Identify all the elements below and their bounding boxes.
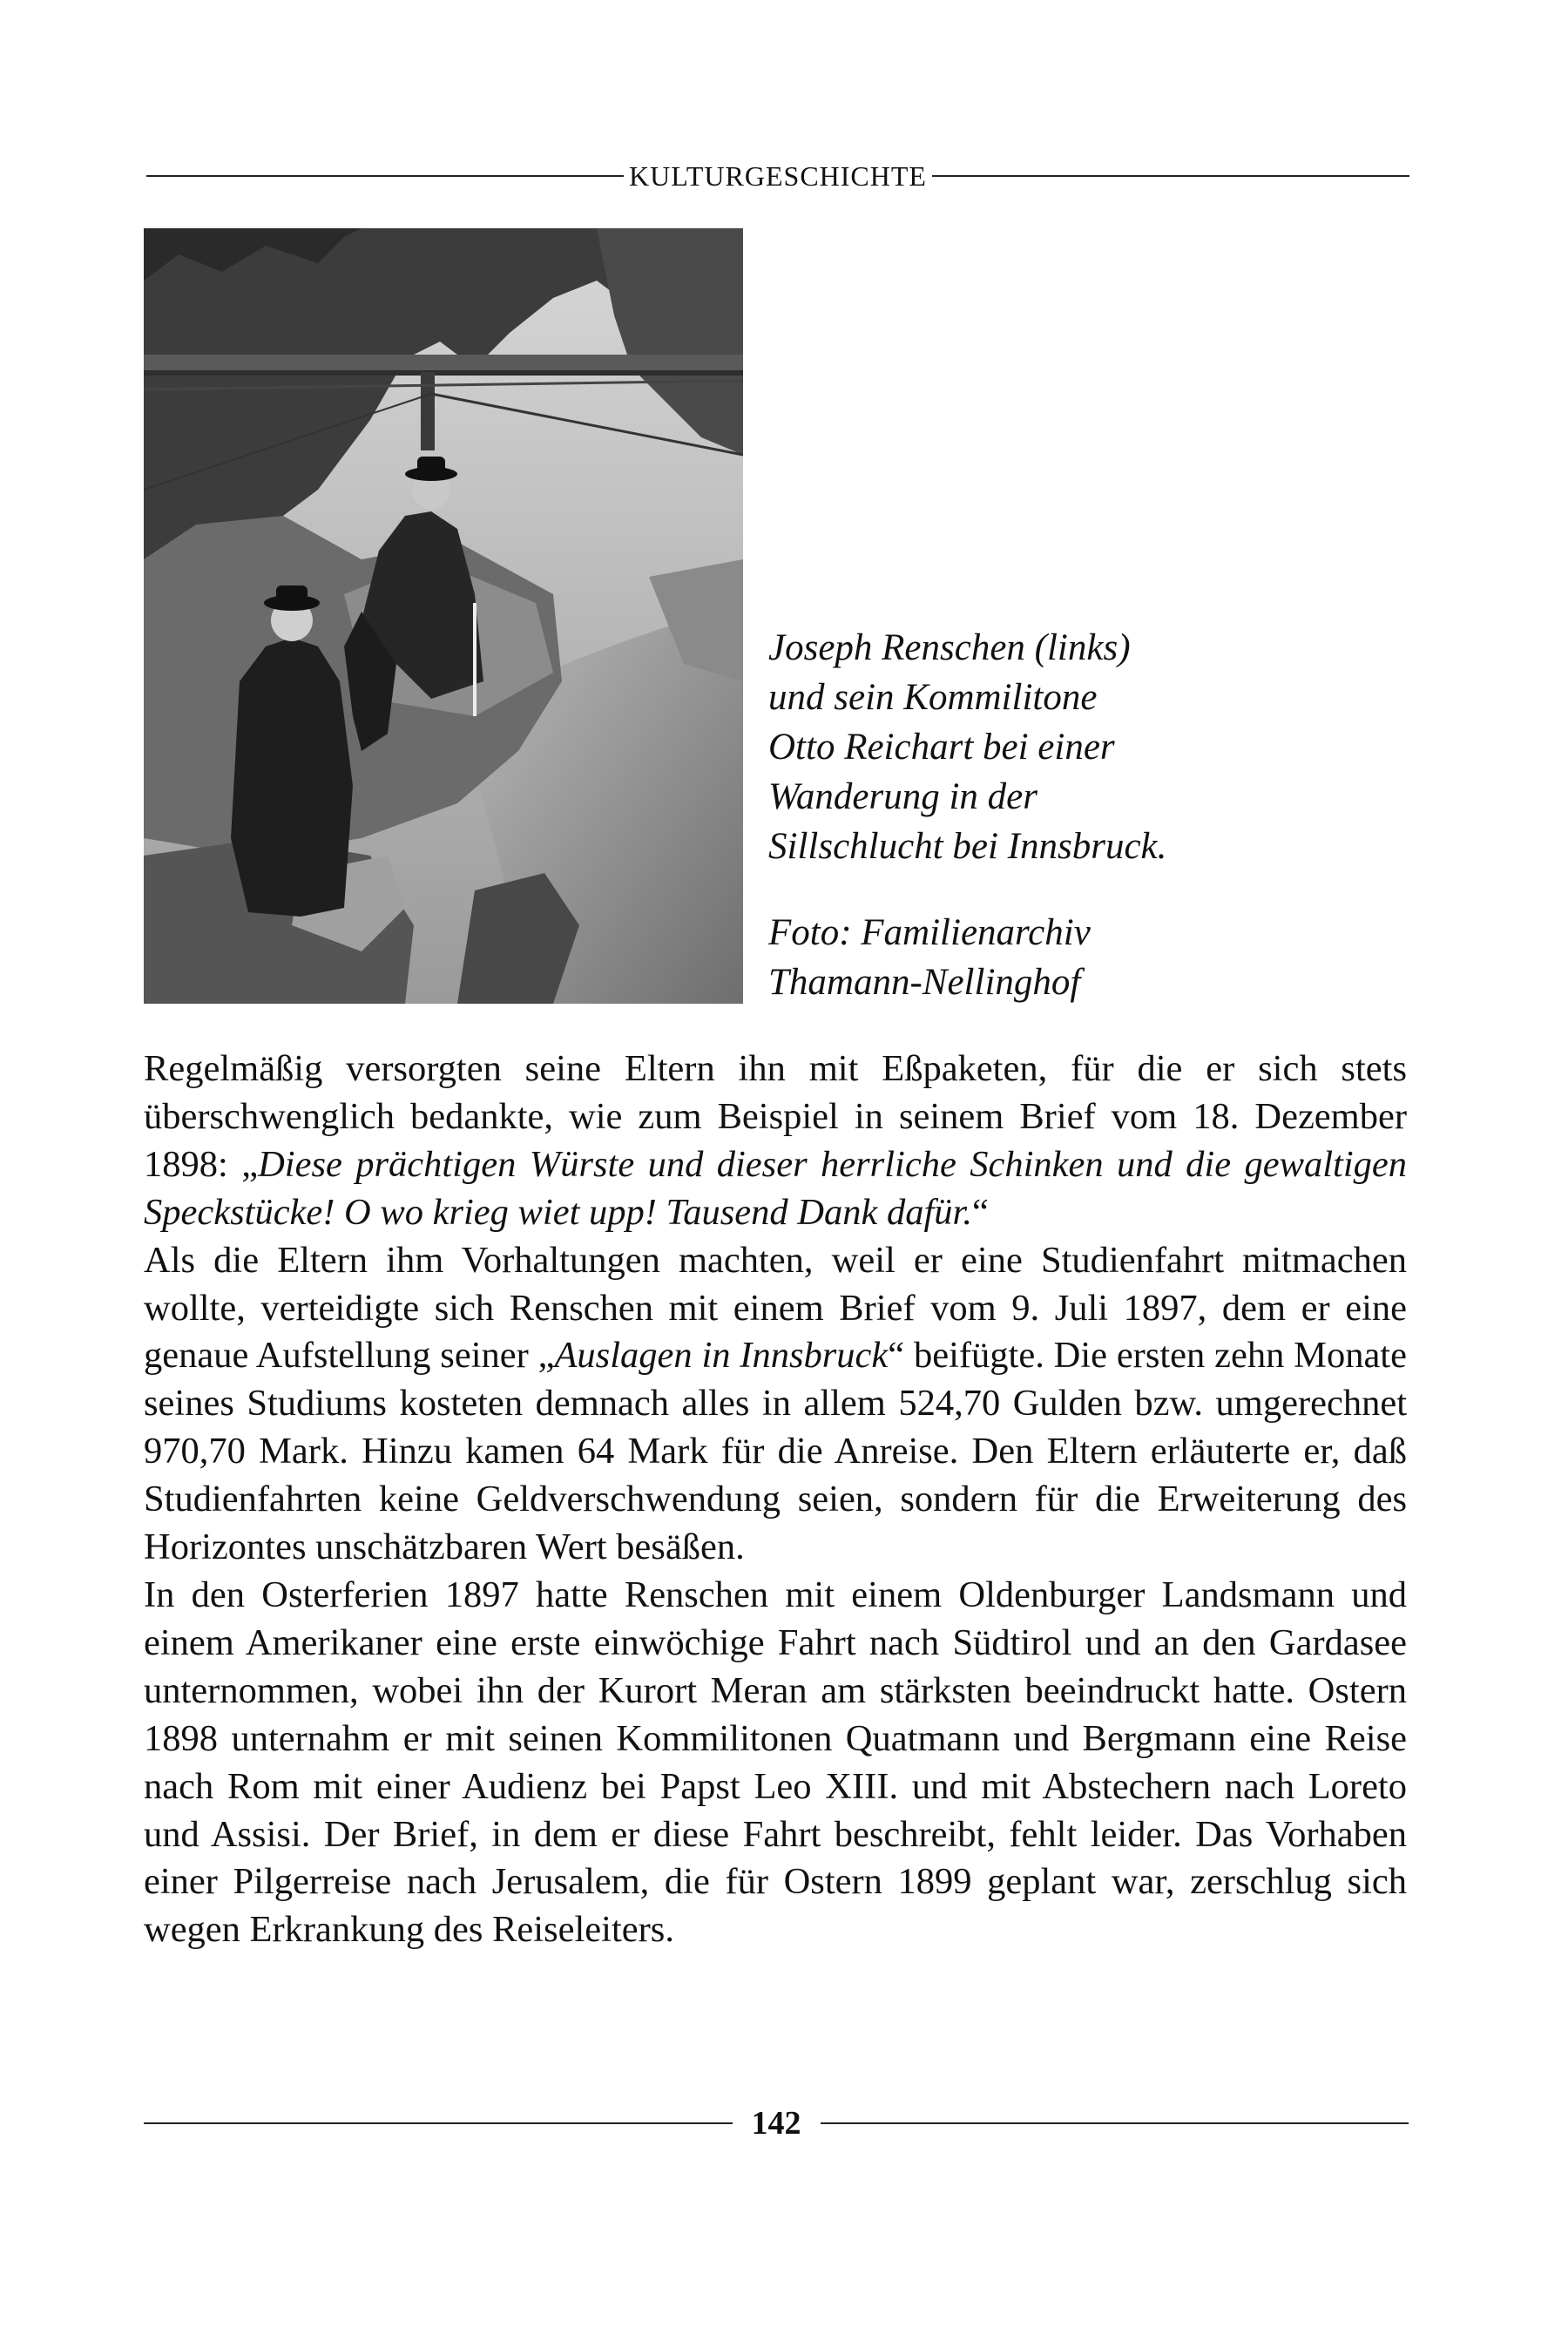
article-body [144,1046,1407,1954]
photo-credit-source: Thamann-Nellinghof [768,962,1081,1003]
page-number: 142 [751,2105,801,2142]
caption-line: Otto Reichart bei einer [768,727,1115,768]
caption-line: Wanderung in der [768,776,1037,817]
photo-credit: Foto: Familienarchiv [768,912,1091,953]
footer-rule-left [144,2122,733,2124]
caption-line: Sillschlucht bei Innsbruck. [768,826,1167,867]
paragraph [144,1046,1407,1237]
caption-line: und sein Kommilitone [768,677,1098,718]
paragraph: In den Osterferien 1897 hatte Renschen mit einem Oldenburger Landsmann und einem Amerikaner eine erste einwöchige Fahrt nach Südtirol und an den Gardasee unternommen, wobei ihn der Kurort Meran am stärksten beeindruckt hatte. Ostern 1898 unternahm er mit seinen Kommilitonen Quatmann und Bergmann eine Reise nach Rom mit einer Audienz bei Papst Leo XIII. und mit Abstechern nach Loreto und Assisi. Der Brief, in dem er diese Fahrt beschreibt, fehlt leider. Das Vorhaben einer Pilgerreise nach Jerusalem, die für Ostern 1899 geplant war, zerschlug sich wegen Erkrankung des Reiseleiters. [144,1574,1407,1951]
quote: Diese prächtigen Würste und dieser herrliche Schinken und die gewaltigen Speckstücke! O wo krieg wiet upp! Tausend Dank dafür. [144,1143,1407,1233]
historic-photo [144,228,743,1004]
header-rule-right [932,175,1409,177]
photo-caption [768,623,1308,1007]
quote-close: “ [971,1191,989,1233]
paragraph-text: Als die Eltern ihm Vorhaltungen machten, weil er eine Studienfahrt mitmachen wollte, verteidigte sich Renschen mit einem Brief vom 9. Juli 1897, dem er eine genaue Aufstellung seiner „ [144,1239,1407,1377]
paragraph [144,1237,1407,1572]
footer-rule-right [821,2122,1409,2124]
caption-line: Joseph Renschen (links) [768,627,1131,668]
header-rule-left [146,175,624,177]
running-header [146,157,1409,195]
photo-illustration [144,228,743,1004]
quote: Auslagen in Innsbruck [554,1335,889,1377]
header-title: KULTURGESCHICHTE [629,160,927,192]
paragraph-text: “ beifügte. Die ersten zehn Monate seines Studiums kosteten demnach alles in allem 524,70 Gulden bzw. umgerechnet 970,70 Mark. Hinzu kamen 64 Mark für die Anreise. Den Eltern erläuterte er, daß Studienfahrten keine Geldverschwendung seien, sondern für die Erweiterung des Horizontes unschätzbaren Wert besäßen. [144,1335,1407,1568]
paragraph-text: Regelmäßig versorgten seine Eltern ihn mit Eßpaketen, für die er sich stets überschwenglich bedankte, wie zum Beispiel in seinem Brief vom 18. Dezember 1898: „ [144,1048,1407,1185]
page-footer [144,2102,1409,2145]
